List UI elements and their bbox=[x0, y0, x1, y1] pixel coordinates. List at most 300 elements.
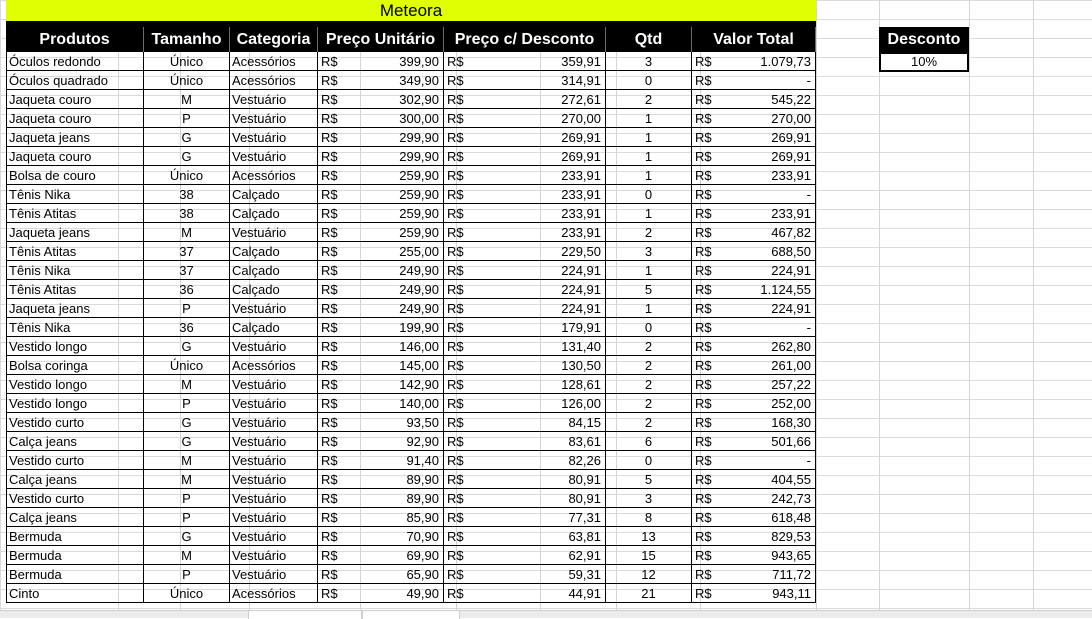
size-cell[interactable]: G bbox=[144, 128, 230, 147]
quantity-cell[interactable]: 0 bbox=[606, 451, 692, 470]
discount-price-cell[interactable] bbox=[444, 109, 606, 128]
product-cell[interactable]: Bermuda bbox=[6, 565, 144, 584]
total-value-cell[interactable] bbox=[692, 546, 816, 565]
size-cell[interactable]: Único bbox=[144, 584, 230, 603]
unit-price-cell[interactable] bbox=[318, 185, 444, 204]
discount-price-cell[interactable] bbox=[444, 318, 606, 337]
product-cell[interactable]: Vestido curto bbox=[6, 489, 144, 508]
discount-price-cell[interactable] bbox=[444, 52, 606, 71]
currency-symbol: R$ bbox=[321, 434, 338, 449]
currency-symbol: R$ bbox=[321, 187, 338, 202]
quantity-cell[interactable]: 2 bbox=[606, 356, 692, 375]
quantity-cell[interactable]: 1 bbox=[606, 128, 692, 147]
discount-price-cell[interactable] bbox=[444, 280, 606, 299]
unit-price-cell[interactable] bbox=[318, 71, 444, 90]
amount-value: 300,00 bbox=[399, 111, 439, 126]
product-cell[interactable]: Vestido longo bbox=[6, 394, 144, 413]
amount-value: 233,91 bbox=[561, 187, 601, 202]
quantity-cell[interactable]: 13 bbox=[606, 527, 692, 546]
category-cell[interactable]: Vestuário bbox=[230, 223, 318, 242]
total-value-cell[interactable] bbox=[692, 318, 816, 337]
discount-price-cell[interactable] bbox=[444, 185, 606, 204]
header-produtos[interactable]: Produtos bbox=[6, 27, 144, 52]
total-value-cell[interactable] bbox=[692, 394, 816, 413]
amount-value: 269,91 bbox=[561, 149, 601, 164]
product-cell[interactable]: Tênis Nika bbox=[6, 318, 144, 337]
amount-value: 93,50 bbox=[406, 415, 439, 430]
category-cell[interactable]: Vestuário bbox=[230, 508, 318, 527]
total-value-cell[interactable] bbox=[692, 90, 816, 109]
size-cell[interactable]: 36 bbox=[144, 280, 230, 299]
amount-value: 233,91 bbox=[561, 206, 601, 221]
quantity-cell[interactable]: 1 bbox=[606, 204, 692, 223]
total-value-cell[interactable] bbox=[692, 489, 816, 508]
table-row bbox=[6, 451, 816, 470]
discount-price-cell[interactable] bbox=[444, 508, 606, 527]
product-cell[interactable]: Tênis Nika bbox=[6, 185, 144, 204]
category-cell[interactable]: Vestuário bbox=[230, 375, 318, 394]
unit-price-cell[interactable] bbox=[318, 584, 444, 603]
currency-symbol: R$ bbox=[695, 396, 712, 411]
unit-price-cell[interactable] bbox=[318, 147, 444, 166]
discount-price-cell[interactable] bbox=[444, 128, 606, 147]
table-row bbox=[6, 584, 816, 603]
header-categoria[interactable]: Categoria bbox=[230, 27, 318, 52]
header-preco-desconto[interactable]: Preço c/ Desconto bbox=[444, 27, 606, 52]
category-cell[interactable]: Acessórios bbox=[230, 584, 318, 603]
amount-value: 270,00 bbox=[561, 111, 601, 126]
column-gridline bbox=[816, 0, 817, 610]
amount-value: 91,40 bbox=[406, 453, 439, 468]
size-cell[interactable]: P bbox=[144, 508, 230, 527]
category-cell[interactable]: Calçado bbox=[230, 318, 318, 337]
size-cell[interactable]: 37 bbox=[144, 261, 230, 280]
amount-value: - bbox=[806, 453, 811, 468]
total-value-cell[interactable] bbox=[692, 280, 816, 299]
amount-value: 257,22 bbox=[771, 377, 811, 392]
discount-price-cell[interactable] bbox=[444, 375, 606, 394]
currency-symbol: R$ bbox=[447, 225, 464, 240]
category-cell[interactable]: Vestuário bbox=[230, 147, 318, 166]
header-valor-total[interactable]: Valor Total bbox=[692, 27, 816, 52]
amount-value: 44,91 bbox=[568, 586, 601, 601]
table-row bbox=[6, 337, 816, 356]
discount-price-cell[interactable] bbox=[444, 527, 606, 546]
currency-symbol: R$ bbox=[695, 510, 712, 525]
unit-price-cell[interactable] bbox=[318, 52, 444, 71]
table-row bbox=[6, 261, 816, 280]
quantity-cell[interactable]: 1 bbox=[606, 109, 692, 128]
unit-price-cell[interactable] bbox=[318, 356, 444, 375]
quantity-cell[interactable]: 2 bbox=[606, 337, 692, 356]
amount-value: 249,90 bbox=[399, 263, 439, 278]
amount-value: 49,90 bbox=[406, 586, 439, 601]
table-row bbox=[6, 394, 816, 413]
unit-price-cell[interactable] bbox=[318, 337, 444, 356]
product-cell[interactable]: Calça jeans bbox=[6, 508, 144, 527]
currency-symbol: R$ bbox=[321, 225, 338, 240]
size-cell[interactable]: 38 bbox=[144, 185, 230, 204]
quantity-cell[interactable]: 2 bbox=[606, 394, 692, 413]
product-cell[interactable]: Bermuda bbox=[6, 546, 144, 565]
quantity-cell[interactable]: 3 bbox=[606, 52, 692, 71]
amount-value: 126,00 bbox=[561, 396, 601, 411]
product-cell[interactable]: Vestido curto bbox=[6, 451, 144, 470]
currency-symbol: R$ bbox=[321, 244, 338, 259]
product-cell[interactable]: Óculos redondo bbox=[6, 52, 144, 71]
size-cell[interactable]: Único bbox=[144, 71, 230, 90]
unit-price-cell[interactable] bbox=[318, 242, 444, 261]
currency-symbol: R$ bbox=[695, 529, 712, 544]
amount-value: 501,66 bbox=[771, 434, 811, 449]
amount-value: 224,91 bbox=[561, 263, 601, 278]
size-cell[interactable]: 38 bbox=[144, 204, 230, 223]
amount-value: 943,65 bbox=[771, 548, 811, 563]
product-cell[interactable]: Jaqueta couro bbox=[6, 90, 144, 109]
unit-price-cell[interactable] bbox=[318, 299, 444, 318]
discount-price-cell[interactable] bbox=[444, 356, 606, 375]
discount-price-cell[interactable] bbox=[444, 204, 606, 223]
amount-value: 259,90 bbox=[399, 168, 439, 183]
discount-price-cell[interactable] bbox=[444, 489, 606, 508]
product-cell[interactable]: Óculos quadrado bbox=[6, 71, 144, 90]
table-row bbox=[6, 185, 816, 204]
unit-price-cell[interactable] bbox=[318, 527, 444, 546]
currency-symbol: R$ bbox=[695, 377, 712, 392]
currency-symbol: R$ bbox=[447, 339, 464, 354]
total-value-cell[interactable] bbox=[692, 451, 816, 470]
total-value-cell[interactable] bbox=[692, 432, 816, 451]
category-cell[interactable]: Vestuário bbox=[230, 413, 318, 432]
currency-symbol: R$ bbox=[695, 54, 712, 69]
size-cell[interactable]: M bbox=[144, 546, 230, 565]
quantity-cell[interactable]: 12 bbox=[606, 565, 692, 584]
table-row bbox=[6, 128, 816, 147]
product-cell[interactable]: Jaqueta couro bbox=[6, 109, 144, 128]
quantity-cell[interactable]: 6 bbox=[606, 432, 692, 451]
total-value-cell[interactable] bbox=[692, 356, 816, 375]
header-qtd[interactable]: Qtd bbox=[606, 27, 692, 52]
header-preco-unitario[interactable]: Preço Unitário bbox=[318, 27, 444, 52]
category-cell[interactable]: Vestuário bbox=[230, 128, 318, 147]
amount-value: 70,90 bbox=[406, 529, 439, 544]
product-cell[interactable]: Tênis Atitas bbox=[6, 242, 144, 261]
quantity-cell[interactable]: 1 bbox=[606, 299, 692, 318]
category-cell[interactable]: Calçado bbox=[230, 204, 318, 223]
table-row bbox=[6, 299, 816, 318]
category-cell[interactable]: Vestuário bbox=[230, 432, 318, 451]
product-cell[interactable]: Vestido longo bbox=[6, 375, 144, 394]
amount-value: 130,50 bbox=[561, 358, 601, 373]
total-value-cell[interactable] bbox=[692, 52, 816, 71]
discount-price-cell[interactable] bbox=[444, 584, 606, 603]
currency-symbol: R$ bbox=[447, 320, 464, 335]
quantity-cell[interactable]: 2 bbox=[606, 90, 692, 109]
amount-value: 349,90 bbox=[399, 73, 439, 88]
amount-value: 1.124,55 bbox=[760, 282, 811, 297]
total-value-cell[interactable] bbox=[692, 470, 816, 489]
currency-symbol: R$ bbox=[447, 282, 464, 297]
product-cell[interactable]: Tênis Atitas bbox=[6, 280, 144, 299]
category-cell[interactable]: Vestuário bbox=[230, 109, 318, 128]
size-cell[interactable]: G bbox=[144, 527, 230, 546]
quantity-cell[interactable]: 0 bbox=[606, 318, 692, 337]
category-cell[interactable]: Acessórios bbox=[230, 52, 318, 71]
amount-value: 269,91 bbox=[771, 149, 811, 164]
size-cell[interactable]: M bbox=[144, 470, 230, 489]
category-cell[interactable]: Calçado bbox=[230, 185, 318, 204]
currency-symbol: R$ bbox=[695, 168, 712, 183]
category-cell[interactable]: Vestuário bbox=[230, 546, 318, 565]
discount-price-cell[interactable] bbox=[444, 337, 606, 356]
unit-price-cell[interactable] bbox=[318, 128, 444, 147]
discount-price-cell[interactable] bbox=[444, 299, 606, 318]
quantity-cell[interactable]: 5 bbox=[606, 470, 692, 489]
amount-value: 1.079,73 bbox=[760, 54, 811, 69]
currency-symbol: R$ bbox=[695, 415, 712, 430]
quantity-cell[interactable]: 0 bbox=[606, 71, 692, 90]
product-cell[interactable]: Cinto bbox=[6, 584, 144, 603]
table-row bbox=[6, 318, 816, 337]
product-cell[interactable]: Vestido longo bbox=[6, 337, 144, 356]
amount-value: 224,91 bbox=[561, 301, 601, 316]
unit-price-cell[interactable] bbox=[318, 109, 444, 128]
total-value-cell[interactable] bbox=[692, 337, 816, 356]
size-cell[interactable]: M bbox=[144, 451, 230, 470]
currency-symbol: R$ bbox=[321, 472, 338, 487]
category-cell[interactable]: Vestuário bbox=[230, 470, 318, 489]
unit-price-cell[interactable] bbox=[318, 375, 444, 394]
discount-price-cell[interactable] bbox=[444, 261, 606, 280]
discount-price-cell[interactable] bbox=[444, 223, 606, 242]
total-value-cell[interactable] bbox=[692, 565, 816, 584]
size-cell[interactable]: M bbox=[144, 223, 230, 242]
currency-symbol: R$ bbox=[695, 434, 712, 449]
total-value-cell[interactable] bbox=[692, 584, 816, 603]
currency-symbol: R$ bbox=[447, 54, 464, 69]
quantity-cell[interactable]: 3 bbox=[606, 242, 692, 261]
unit-price-cell[interactable] bbox=[318, 223, 444, 242]
amount-value: 545,22 bbox=[771, 92, 811, 107]
total-value-cell[interactable] bbox=[692, 527, 816, 546]
total-value-cell[interactable] bbox=[692, 147, 816, 166]
quantity-cell[interactable]: 5 bbox=[606, 280, 692, 299]
product-cell[interactable]: Calça jeans bbox=[6, 470, 144, 489]
category-cell[interactable]: Vestuário bbox=[230, 90, 318, 109]
unit-price-cell[interactable] bbox=[318, 166, 444, 185]
total-value-cell[interactable] bbox=[692, 242, 816, 261]
quantity-cell[interactable]: 3 bbox=[606, 489, 692, 508]
category-cell[interactable]: Calçado bbox=[230, 242, 318, 261]
discount-price-cell[interactable] bbox=[444, 432, 606, 451]
currency-symbol: R$ bbox=[447, 263, 464, 278]
amount-value: 142,90 bbox=[399, 377, 439, 392]
quantity-cell[interactable]: 8 bbox=[606, 508, 692, 527]
total-value-cell[interactable] bbox=[692, 261, 816, 280]
header-tamanho[interactable]: Tamanho bbox=[144, 27, 230, 52]
unit-price-cell[interactable] bbox=[318, 204, 444, 223]
table-row bbox=[6, 71, 816, 90]
category-cell[interactable]: Vestuário bbox=[230, 451, 318, 470]
discount-price-cell[interactable] bbox=[444, 546, 606, 565]
size-cell[interactable]: P bbox=[144, 109, 230, 128]
quantity-cell[interactable]: 1 bbox=[606, 147, 692, 166]
size-cell[interactable]: G bbox=[144, 413, 230, 432]
unit-price-cell[interactable] bbox=[318, 394, 444, 413]
size-cell[interactable]: G bbox=[144, 147, 230, 166]
amount-value: 259,90 bbox=[399, 187, 439, 202]
product-cell[interactable]: Bolsa coringa bbox=[6, 356, 144, 375]
unit-price-cell[interactable] bbox=[318, 489, 444, 508]
amount-value: 259,90 bbox=[399, 225, 439, 240]
currency-symbol: R$ bbox=[447, 92, 464, 107]
product-cell[interactable]: Vestido curto bbox=[6, 413, 144, 432]
size-cell[interactable]: G bbox=[144, 337, 230, 356]
currency-symbol: R$ bbox=[695, 263, 712, 278]
unit-price-cell[interactable] bbox=[318, 90, 444, 109]
total-value-cell[interactable] bbox=[692, 204, 816, 223]
discount-price-cell[interactable] bbox=[444, 90, 606, 109]
unit-price-cell[interactable] bbox=[318, 451, 444, 470]
table-row bbox=[6, 470, 816, 489]
size-cell[interactable]: P bbox=[144, 565, 230, 584]
discount-value-cell[interactable]: 10% bbox=[879, 52, 969, 72]
amount-value: 270,00 bbox=[771, 111, 811, 126]
category-cell[interactable]: Vestuário bbox=[230, 527, 318, 546]
size-cell[interactable]: P bbox=[144, 299, 230, 318]
currency-symbol: R$ bbox=[695, 567, 712, 582]
category-cell[interactable]: Calçado bbox=[230, 261, 318, 280]
currency-symbol: R$ bbox=[321, 339, 338, 354]
category-cell[interactable]: Vestuário bbox=[230, 394, 318, 413]
discount-price-cell[interactable] bbox=[444, 565, 606, 584]
category-cell[interactable]: Vestuário bbox=[230, 489, 318, 508]
discount-price-cell[interactable] bbox=[444, 451, 606, 470]
discount-header[interactable]: Desconto bbox=[879, 27, 969, 52]
currency-symbol: R$ bbox=[447, 377, 464, 392]
amount-value: 233,91 bbox=[771, 168, 811, 183]
unit-price-cell[interactable] bbox=[318, 432, 444, 451]
amount-value: - bbox=[806, 320, 811, 335]
currency-symbol: R$ bbox=[321, 586, 338, 601]
total-value-cell[interactable] bbox=[692, 166, 816, 185]
quantity-cell[interactable]: 21 bbox=[606, 584, 692, 603]
amount-value: 80,91 bbox=[568, 472, 601, 487]
unit-price-cell[interactable] bbox=[318, 508, 444, 527]
category-cell[interactable]: Acessórios bbox=[230, 166, 318, 185]
product-cell[interactable]: Jaqueta couro bbox=[6, 147, 144, 166]
unit-price-cell[interactable] bbox=[318, 413, 444, 432]
amount-value: 65,90 bbox=[406, 567, 439, 582]
product-cell[interactable]: Bermuda bbox=[6, 527, 144, 546]
discount-price-cell[interactable] bbox=[444, 242, 606, 261]
unit-price-cell[interactable] bbox=[318, 280, 444, 299]
total-value-cell[interactable] bbox=[692, 128, 816, 147]
total-value-cell[interactable] bbox=[692, 508, 816, 527]
quantity-cell[interactable]: 15 bbox=[606, 546, 692, 565]
total-value-cell[interactable] bbox=[692, 375, 816, 394]
product-cell[interactable]: Jaqueta jeans bbox=[6, 128, 144, 147]
category-cell[interactable]: Acessórios bbox=[230, 356, 318, 375]
quantity-cell[interactable]: 2 bbox=[606, 223, 692, 242]
quantity-cell[interactable]: 0 bbox=[606, 185, 692, 204]
size-cell[interactable]: M bbox=[144, 90, 230, 109]
unit-price-cell[interactable] bbox=[318, 261, 444, 280]
amount-value: 224,91 bbox=[771, 301, 811, 316]
product-cell[interactable]: Jaqueta jeans bbox=[6, 299, 144, 318]
currency-symbol: R$ bbox=[695, 339, 712, 354]
category-cell[interactable]: Vestuário bbox=[230, 565, 318, 584]
currency-symbol: R$ bbox=[447, 396, 464, 411]
discount-price-cell[interactable] bbox=[444, 413, 606, 432]
product-cell[interactable]: Tênis Nika bbox=[6, 261, 144, 280]
total-value-cell[interactable] bbox=[692, 299, 816, 318]
sheet-title[interactable]: Meteora bbox=[6, 0, 816, 21]
discount-price-cell[interactable] bbox=[444, 394, 606, 413]
currency-symbol: R$ bbox=[447, 434, 464, 449]
size-cell[interactable]: Único bbox=[144, 52, 230, 71]
discount-price-cell[interactable] bbox=[444, 147, 606, 166]
size-cell[interactable]: G bbox=[144, 432, 230, 451]
currency-symbol: R$ bbox=[695, 453, 712, 468]
table-row bbox=[6, 413, 816, 432]
product-cell[interactable]: Tênis Atitas bbox=[6, 204, 144, 223]
unit-price-cell[interactable] bbox=[318, 546, 444, 565]
category-cell[interactable]: Acessórios bbox=[230, 71, 318, 90]
category-cell[interactable]: Vestuário bbox=[230, 337, 318, 356]
size-cell[interactable]: 36 bbox=[144, 318, 230, 337]
currency-symbol: R$ bbox=[695, 73, 712, 88]
size-cell[interactable]: P bbox=[144, 489, 230, 508]
currency-symbol: R$ bbox=[321, 73, 338, 88]
currency-symbol: R$ bbox=[447, 111, 464, 126]
discount-price-cell[interactable] bbox=[444, 166, 606, 185]
category-cell[interactable]: Vestuário bbox=[230, 299, 318, 318]
table-row bbox=[6, 375, 816, 394]
size-cell[interactable]: Único bbox=[144, 166, 230, 185]
quantity-cell[interactable]: 2 bbox=[606, 375, 692, 394]
currency-symbol: R$ bbox=[447, 529, 464, 544]
size-cell[interactable]: M bbox=[144, 375, 230, 394]
product-cell[interactable]: Bolsa de couro bbox=[6, 166, 144, 185]
table-row bbox=[6, 565, 816, 584]
product-cell[interactable]: Jaqueta jeans bbox=[6, 223, 144, 242]
unit-price-cell[interactable] bbox=[318, 318, 444, 337]
currency-symbol: R$ bbox=[321, 377, 338, 392]
quantity-cell[interactable]: 1 bbox=[606, 166, 692, 185]
currency-symbol: R$ bbox=[321, 320, 338, 335]
total-value-cell[interactable] bbox=[692, 413, 816, 432]
total-value-cell[interactable] bbox=[692, 71, 816, 90]
product-cell[interactable]: Calça jeans bbox=[6, 432, 144, 451]
unit-price-cell[interactable] bbox=[318, 565, 444, 584]
total-value-cell[interactable] bbox=[692, 109, 816, 128]
amount-value: 140,00 bbox=[399, 396, 439, 411]
size-cell[interactable]: P bbox=[144, 394, 230, 413]
currency-symbol: R$ bbox=[321, 92, 338, 107]
amount-value: 224,91 bbox=[771, 263, 811, 278]
size-cell[interactable]: Único bbox=[144, 356, 230, 375]
total-value-cell[interactable] bbox=[692, 185, 816, 204]
discount-price-cell[interactable] bbox=[444, 470, 606, 489]
discount-price-cell[interactable] bbox=[444, 71, 606, 90]
category-cell[interactable]: Calçado bbox=[230, 280, 318, 299]
total-value-cell[interactable] bbox=[692, 223, 816, 242]
quantity-cell[interactable]: 2 bbox=[606, 413, 692, 432]
quantity-cell[interactable]: 1 bbox=[606, 261, 692, 280]
unit-price-cell[interactable] bbox=[318, 470, 444, 489]
size-cell[interactable]: 37 bbox=[144, 242, 230, 261]
